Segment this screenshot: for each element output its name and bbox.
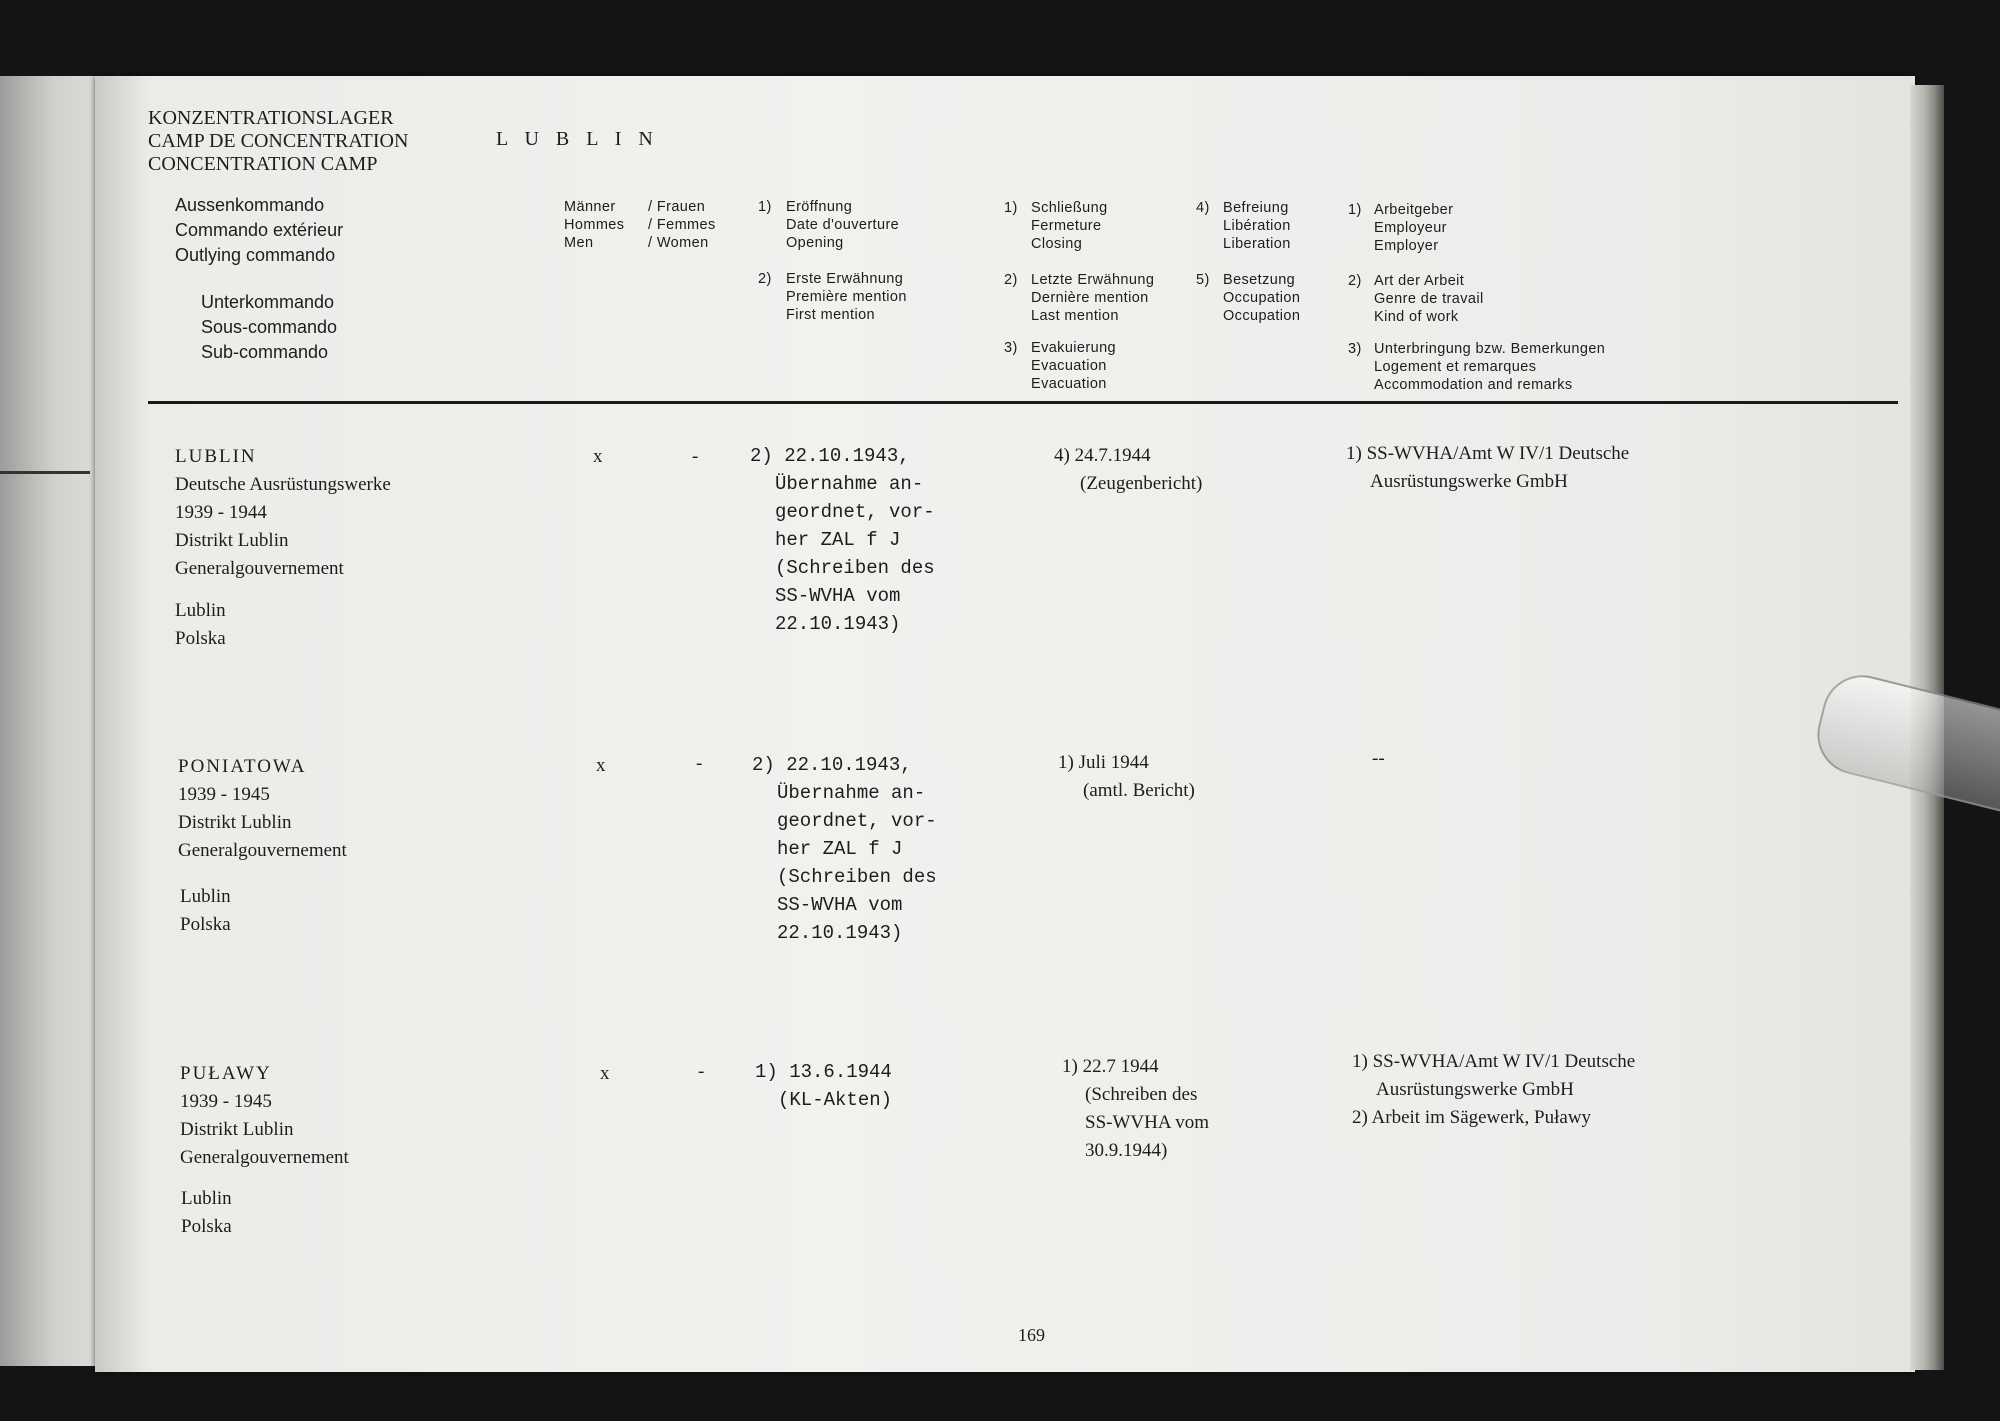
employer-de: Arbeitgeber (1374, 202, 1454, 218)
entry-pulawy-place (181, 1185, 232, 1241)
entry-region: Generalgouvernement (180, 1147, 349, 1168)
kind-of-work-en: Kind of work (1374, 309, 1459, 325)
first-mention-num: 2) (758, 271, 772, 287)
opening-line: her ZAL f J (777, 838, 903, 860)
entry-district: Distrikt Lublin (175, 530, 289, 551)
entry-district: Distrikt Lublin (178, 812, 292, 833)
employer-line: 2) Arbeit im Sägewerk, Puławy (1352, 1107, 1592, 1128)
sub-commando-label (201, 290, 337, 365)
first-mention-de: Erste Erwähnung (786, 271, 904, 287)
liberation-num: 4) (1196, 200, 1210, 216)
employer-line: 1) SS-WVHA/Amt W IV/1 Deutsche (1346, 443, 1630, 464)
last-mention-en: Last mention (1031, 308, 1119, 324)
opening-line: SS-WVHA vom (777, 894, 903, 916)
employer-header (1374, 201, 1453, 255)
entry-city: Lublin (181, 1188, 232, 1209)
camp-line-fr: CAMP DE CONCENTRATION (148, 130, 409, 152)
camp-name: L U B L I N (496, 128, 659, 150)
entry-country: Polska (175, 628, 226, 649)
entry-lublin-women: - (692, 446, 699, 467)
accommodation-fr: Logement et remarques (1374, 359, 1537, 375)
entry-city: Lublin (180, 886, 231, 907)
entry-poniatowa-employer (1372, 745, 1385, 773)
header-divider (148, 401, 1898, 404)
last-mention-fr: Dernière mention (1031, 290, 1149, 306)
entry-region: Generalgouvernement (175, 558, 344, 579)
closing-line: SS-WVHA vom (1085, 1112, 1210, 1133)
opening-line: geordnet, vor- (775, 501, 935, 523)
camp-line-de: KONZENTRATIONSLAGER (148, 107, 394, 129)
kind-of-work-header (1374, 272, 1484, 326)
men-en: Men (564, 235, 594, 251)
accommodation-de: Unterbringung bzw. Bemerkungen (1374, 341, 1606, 357)
entry-title: LUBLIN (175, 446, 257, 467)
sub-line-de: Unterkommando (201, 292, 335, 312)
evacuation-en: Evacuation (1031, 376, 1107, 392)
left-page-edge (0, 76, 95, 1366)
opening-line: (Schreiben des (777, 866, 937, 888)
closing-header (1031, 199, 1108, 253)
kind-of-work-num: 2) (1348, 273, 1362, 289)
women-header (648, 198, 716, 252)
closing-line: 30.9.1944) (1085, 1140, 1168, 1161)
employer-line: Ausrüstungswerke GmbH (1370, 471, 1568, 492)
employer-line: 1) SS-WVHA/Amt W IV/1 Deutsche (1352, 1051, 1636, 1072)
women-de: / Frauen (648, 199, 706, 215)
closing-line: 1) 22.7 1944 (1062, 1056, 1159, 1077)
entry-poniatowa-place (180, 883, 231, 939)
occupation-num: 5) (1196, 272, 1210, 288)
outlying-line-en: Outlying commando (175, 245, 336, 265)
kind-of-work-de: Art der Arbeit (1374, 273, 1465, 289)
men-de: Männer (564, 199, 616, 215)
opening-header (786, 198, 899, 252)
last-mention-num: 2) (1004, 272, 1018, 288)
liberation-de: Befreiung (1223, 200, 1289, 216)
entry-pulawy-women: - (698, 1061, 705, 1082)
entry-poniatowa-men: x (596, 755, 606, 776)
entry-poniatowa-women: - (696, 753, 703, 774)
men-fr: Hommes (564, 217, 625, 233)
opening-de: Eröffnung (786, 199, 853, 215)
closing-fr: Fermeture (1031, 218, 1102, 234)
opening-line: 1) 13.6.1944 (755, 1061, 892, 1083)
opening-line: (Schreiben des (775, 557, 935, 579)
entry-country: Polska (180, 914, 231, 935)
sub-line-fr: Sous-commando (201, 317, 338, 337)
entry-pulawy-men: x (600, 1063, 610, 1084)
camp-line-en: CONCENTRATION CAMP (148, 153, 378, 175)
opening-line: 22.10.1943) (777, 922, 903, 944)
evacuation-de: Evakuierung (1031, 340, 1117, 356)
entry-pulawy-closing (1062, 1053, 1209, 1165)
men-header (564, 198, 624, 252)
entry-pulawy-opening (755, 1058, 892, 1114)
employer-fr: Employeur (1374, 220, 1447, 236)
opening-num: 1) (758, 199, 772, 215)
outlying-commando-label (175, 193, 343, 268)
entry-lublin-name (175, 443, 391, 583)
entry-district: Distrikt Lublin (180, 1119, 294, 1140)
closing-num: 1) (1004, 200, 1018, 216)
entry-line: Deutsche Ausrüstungswerke (175, 474, 391, 495)
page-number: 169 (1018, 1325, 1045, 1345)
entry-lublin-men: x (593, 446, 603, 467)
evacuation-fr: Evacuation (1031, 358, 1107, 374)
liberation-fr: Libération (1223, 218, 1291, 234)
opening-line: 22.10.1943) (775, 613, 901, 635)
last-mention-header (1031, 271, 1154, 325)
entry-pulawy-employer (1352, 1048, 1635, 1132)
entry-title: PONIATOWA (178, 756, 307, 777)
opening-fr: Date d'ouverture (786, 217, 900, 233)
accommodation-en: Accommodation and remarks (1374, 377, 1573, 393)
first-mention-fr: Première mention (786, 289, 907, 305)
entry-poniatowa-opening (752, 751, 937, 947)
entry-lublin-employer (1346, 440, 1629, 496)
closing-line: 4) 24.7.1944 (1054, 445, 1151, 466)
first-mention-header (786, 270, 907, 324)
entry-lublin-place (175, 597, 226, 653)
entry-lublin-closing (1054, 442, 1202, 498)
evacuation-header (1031, 339, 1116, 393)
entry-title: PUŁAWY (180, 1063, 272, 1084)
sub-line-en: Sub-commando (201, 342, 329, 362)
liberation-en: Liberation (1223, 236, 1291, 252)
entry-poniatowa-name (178, 753, 347, 865)
entry-years: 1939 - 1944 (175, 502, 267, 523)
entry-pulawy-name (180, 1060, 349, 1172)
outlying-line-de: Aussenkommando (175, 195, 325, 215)
opening-line: geordnet, vor- (777, 810, 937, 832)
kind-of-work-fr: Genre de travail (1374, 291, 1484, 307)
closing-line: (amtl. Bericht) (1083, 780, 1195, 801)
entry-region: Generalgouvernement (178, 840, 347, 861)
first-mention-en: First mention (786, 307, 875, 323)
closing-line: (Zeugenbericht) (1080, 473, 1203, 494)
opening-line: Übernahme an- (775, 473, 924, 495)
left-page-rule (0, 471, 90, 474)
employer-line: -- (1372, 748, 1385, 769)
occupation-fr: Occupation (1223, 290, 1301, 306)
employer-en: Employer (1374, 238, 1439, 254)
entry-city: Lublin (175, 600, 226, 621)
last-mention-de: Letzte Erwähnung (1031, 272, 1155, 288)
opening-line: Übernahme an- (777, 782, 926, 804)
closing-line: 1) Juli 1944 (1058, 752, 1149, 773)
entry-poniatowa-closing (1058, 749, 1195, 805)
opening-line: (KL-Akten) (778, 1089, 893, 1111)
outlying-line-fr: Commando extérieur (175, 220, 344, 240)
liberation-header (1223, 199, 1291, 253)
women-fr: / Femmes (648, 217, 716, 233)
employer-num: 1) (1348, 202, 1362, 218)
opening-line: SS-WVHA vom (775, 585, 901, 607)
opening-line: 2) 22.10.1943, (752, 754, 912, 776)
women-en: / Women (648, 235, 709, 251)
entry-years: 1939 - 1945 (178, 784, 270, 805)
evacuation-num: 3) (1004, 340, 1018, 356)
camp-heading (148, 107, 408, 176)
entry-years: 1939 - 1945 (180, 1091, 272, 1112)
occupation-header (1223, 271, 1300, 325)
occupation-de: Besetzung (1223, 272, 1296, 288)
accommodation-header (1374, 340, 1605, 394)
occupation-en: Occupation (1223, 308, 1301, 324)
closing-line: (Schreiben des (1085, 1084, 1198, 1105)
closing-de: Schließung (1031, 200, 1108, 216)
entry-lublin-opening (750, 442, 935, 638)
opening-line: 2) 22.10.1943, (750, 445, 910, 467)
accommodation-num: 3) (1348, 341, 1362, 357)
entry-country: Polska (181, 1216, 232, 1237)
opening-en: Opening (786, 235, 844, 251)
opening-line: her ZAL f J (775, 529, 901, 551)
employer-line: Ausrüstungswerke GmbH (1376, 1079, 1574, 1100)
closing-en: Closing (1031, 236, 1083, 252)
